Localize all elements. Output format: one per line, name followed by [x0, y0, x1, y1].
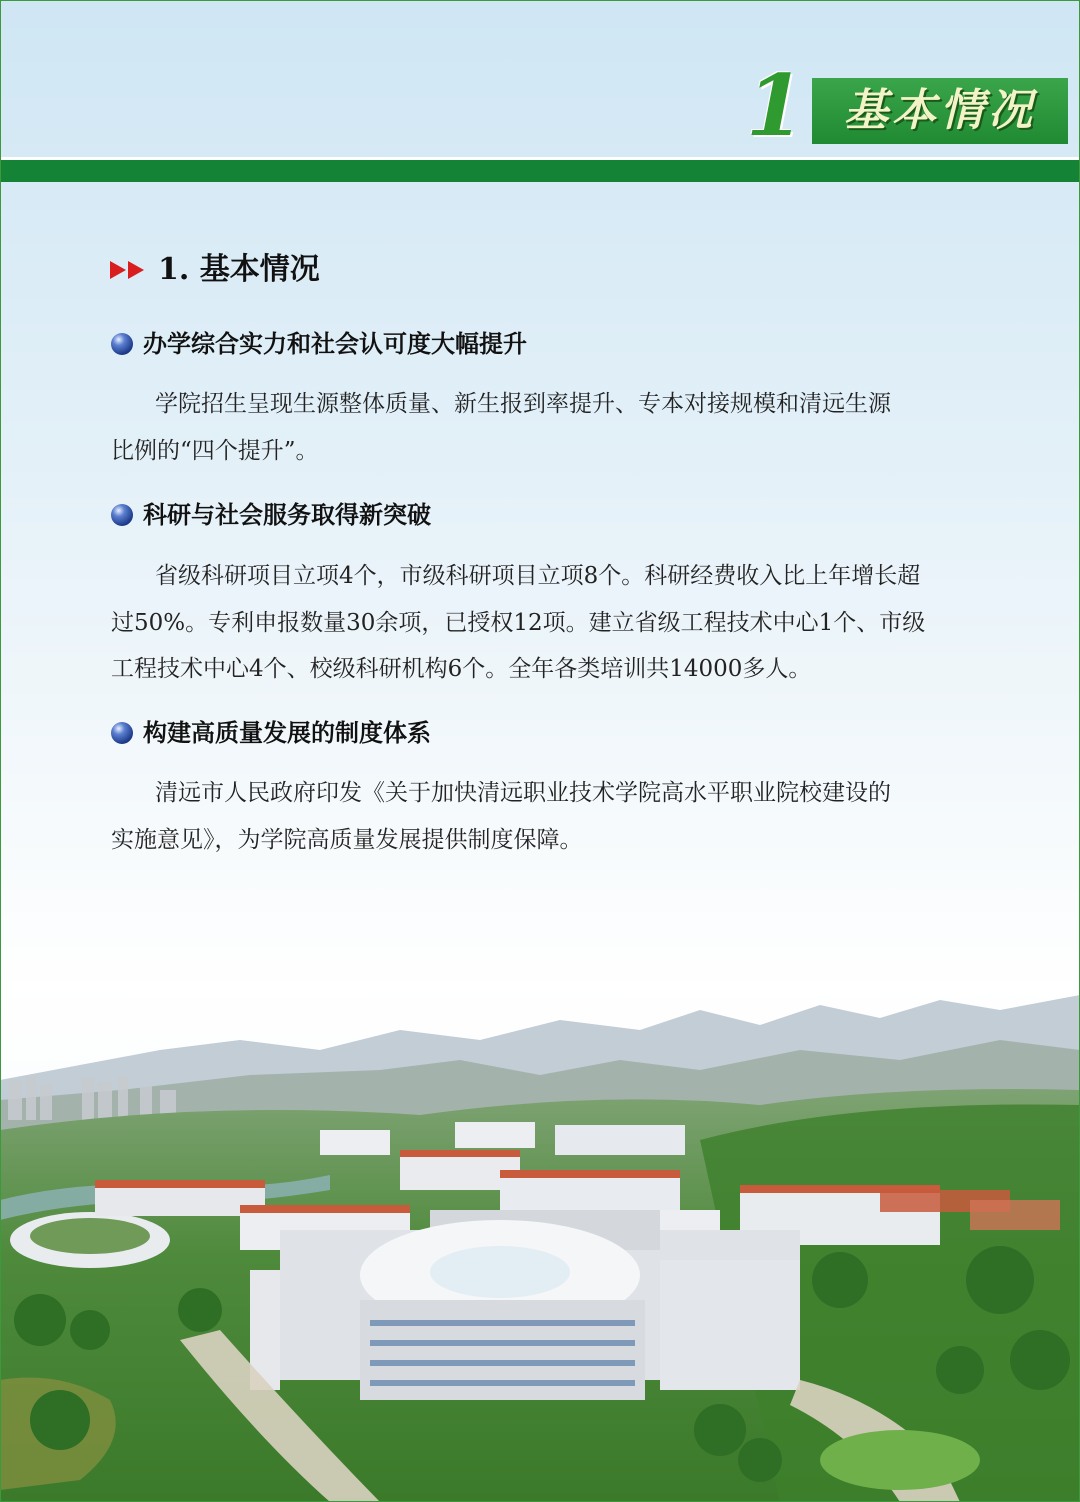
paragraph-line: 工程技术中心4个、校级科研机构6个。全年各类培训共14000多人。: [111, 656, 812, 682]
paragraph-line: 比例的“四个提升”。: [111, 437, 319, 464]
item-paragraph: [111, 381, 971, 474]
item-paragraph: [111, 553, 971, 693]
blue-sphere-bullet-icon: [111, 722, 133, 744]
chapter-title-box: [812, 78, 1068, 144]
chapter-number: 1: [746, 56, 805, 155]
paragraph-line: 过50%。专利申报数量30余项，已授权12项。建立省级工程技术中心1个、市级: [111, 609, 926, 636]
paragraph-line: 省级科研项目立项4个，市级科研项目立项8个。科研经费收入比上年增长超: [155, 563, 921, 589]
paragraph-line: 实施意见》，为学院高质量发展提供制度保障。: [111, 826, 583, 853]
item-paragraph: [111, 770, 971, 863]
item-heading: 构建高质量发展的制度体系: [143, 719, 431, 747]
paragraph-line: 学院招生呈现生源整体质量、新生报到率提升、专本对接规模和清远生源: [155, 391, 891, 417]
blue-sphere-bullet-icon: [111, 333, 133, 355]
paragraph-line: 清远市人民政府印发《关于加快清远职业技术学院高水平职业院校建设的: [155, 780, 891, 806]
section-title: 1. 基本情况: [158, 252, 320, 287]
item-heading: 科研与社会服务取得新突破: [143, 501, 431, 529]
item-heading: 办学综合实力和社会认可度大幅提升: [143, 330, 527, 358]
blue-sphere-bullet-icon: [111, 504, 133, 526]
chapter-title: 基本情况: [844, 85, 1036, 136]
double-arrow-icon: [110, 259, 150, 281]
header-green-band: [0, 160, 1080, 182]
campus-aerial-photo: [0, 900, 1080, 1502]
